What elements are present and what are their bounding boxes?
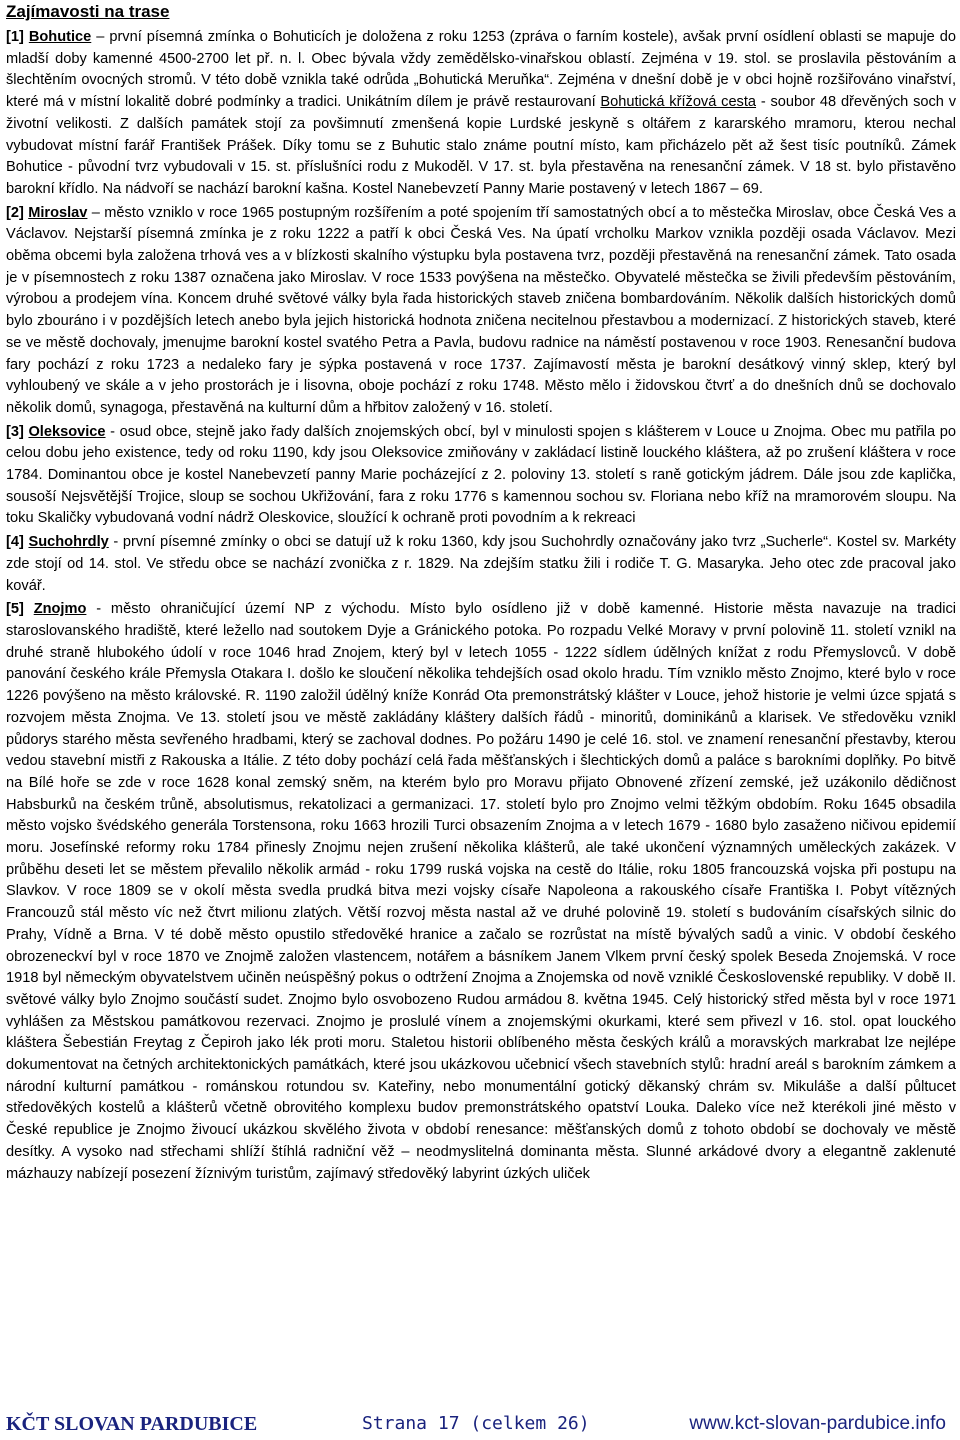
place-name-znojmo: Znojmo [33, 601, 87, 618]
paragraph-text: – první písemná zmínka o Bohuticích je doložena z roku 1253 (zpráva o farním kostele), avšak první osídlení oblasti se mapuje do mladší doby kamenné 4500-2700 let př. n. l. Obec bývala vždy zemědělsko-vinařskou oblastí. Zejména v 19. stol. se proslavila pěstováním a šlechtěním ovocných stromů. V této době vznikla také odrůda „Bohutická Meruňka“. Zejména v dnešní době je v obci hojně rozšiřováno vinařství, které má v místní lokalitě dobré podmínky a tradici. Unikátním dílem je právě restaurovaní [6, 29, 956, 111]
paragraph-znojmo [6, 599, 956, 1185]
paragraph-number: [3] [6, 423, 24, 440]
underlined-term: Bohutická křížová cesta [600, 94, 757, 111]
paragraph-number: [1] [6, 29, 24, 45]
section-title: Zajímavosti na trase [6, 2, 170, 21]
website-link[interactable]: www.kct-slovan-pardubice.info [689, 1413, 946, 1434]
club-name: KČT SLOVAN PARDUBICE [6, 1413, 258, 1435]
paragraph-oleksovice [6, 422, 956, 531]
page-number-info: Strana 17 (celkem 26) [362, 1413, 590, 1434]
paragraph-suchohrdly [6, 532, 956, 597]
place-name-suchohrdly: Suchohrdly [28, 534, 109, 551]
paragraph-text-continued: - soubor 48 dřevěných soch v životní velikosti. Z dalších památek stojí za povšimnutí zmenšená kopie Lurdské jeskyně s oltářem z kararského mramoru, kterou nechal vybudovat místní farář František Prášek. Díky tomu se z Buhutic stalo známe poutní místo, kam přicházelo pět až šest tisíc poutníků. Zámek Bohutice - původní tvrz vybudovali v 15. st. příslušníci rodu z Mukoděl. V 17. st. byla přestavěna na renesanční zámek. V 18 st. bylo přistavěno barokní křídlo. Na nádvoří se nachází barokní kašna. Kostel Nanebevzetí Panny Marie postavený v letech 1867 – 69. [6, 94, 956, 197]
paragraph-miroslav [6, 203, 956, 420]
paragraph-number: [2] [6, 204, 24, 221]
place-name-miroslav: Miroslav [28, 204, 88, 221]
paragraph-text: - město ohraničující území NP z východu. Místo bylo osídleno již v době kamenné. Historie města navazuje na tradici staroslovanského hradiště, které ležello nad soutokem Dyje a Gránického potoka. Po rozpadu Velké Moravy v první polovině 11. století vznikl na druhé straně hlubokého údolí v roce 1046 hrad Znojem, který byl v letech 1055 - 1222 sídlem údělných knížat z rodu Přemyslovců. V době panování českého krále Přemysla Otakara I. došlo ke sloučení několika tehdejších osad okolo hradu. Tím vzniklo město Znojmo, které bylo v roce 1226 povýšeno na město královské. R. 1190 založil údělný kníže Konrád Ota premonstrátský klášter v Louce, jehož historie je velmi úzce spjatá s rozvojem města Znojma. Ve 13. století jsou ve městě zakládány kláštery dalších řádů - minoritů, dominikánů a klarisek. Ve středověku vznikl půdorys starého města sevřeného hradbami, který se zachoval dodnes. Po požáru 1490 je celé 16. stol. ve znamení renesanční přestavby, kterou vedou stavební mistři z Rakouska a Itálie. Z této doby pochází celá řada měšťanských i šlechtických domů a paláce s barokními doplňky. Po bitvě na Bílé hoře se zde v roce 1628 konal zemský sněm, na kterém bylo pro Moravu přijato Obnovené zřízení zemské, jež uzákonilo dědičnost Habsburků na českém trůně, absolutismus, rekatolizaci a germanizaci. 17. století bylo pro Znojmo velmi těžkým obdobím. Roku 1645 obsadila město vojsko švédského generála Torstensona, roku 1663 hrozili Turci obsazením Znojma a v letech 1679 - 1680 bylo zasaženo ničivou epidemií moru. Josefínské reformy roku 1784 přinesly Znojmu nejen zrušení několika klášterů, ale také ukončení významných uměleckých zakázek. V průběhu deseti let se městem převalilo několik armád - roku 1799 ruská vojska na cestě do Itálie, roku 1805 francouzská vojska při postupu na Slavkov. V roce 1809 se v okolí města svedla prudká bitva mezi vojsky císaře Napoleona a rakouského císaře Františka I. Pobyt vítězných Francouzů stál město víc než čtvrt milionu zlatých. Větší rozvoj města nastal až ve druhé polovině 19. století s budováním císařských silnic do Prahy, Vídně a Brna. V té době město opustilo středověké hranice a začalo se rozrůstat na místě bývalých sadů a vinic. V období českého obrozeneckví byl v roce 1870 ve Znojmě založen vlastencem, notářem a básníkem Janem Vlkem první český spolek Beseda Znojemská. V roce 1918 byl německým obyvatelstvem učiněn neúspěšný pokus o odtržení Znojma a Znojemska od nově vzniklé Československé republiky. V době II. světové války bylo Znojmo součástí sudet. Znojmo bylo osvobozeno Rudou armádou 8. května 1945. Celý historický střed města byl v roce 1971 vyhlášen za Městskou památkovou rezervaci. Znojmo je proslulé vínem a znojemskými okurkami, které sem přivezl v 16. stol. opat louckého kláštera Šebestián Freytag z Čepiroh jako lék proti moru. Staletou historii oblíbeného města českých králů a moravských markrabat lze nejlépe dokumentovat na četných architektonických památkách, které jsou ukázkovou učebnicí všech stavebních stylů: hradní areál s barokním zámkem a národní kulturní památkou - románskou rotundou sv. Kateřiny, nebo monumentální gotický děkanský chrám sv. Mikuláše a další půltucet středověkých kostelů a klášterů včetně obrovitého komplexu budov premonstrátského opatství Louka. Daleko více než kterékoli jiné město v České republice je Znojmo živoucí ukázkou skvělého života v období renesance: měšťanských domů z tohoto období se dochovaly ve městě desítky. A vysoko nad střechami shlíží štíhlá radniční věž – neodmyslitelná dominanta města. Slunné arkádové dvory a elegantně zaklenuté mázhauzy nabízejí posezení žíznivým turistům, zajímavý středověký labyrint úzkých uliček [6, 601, 956, 1182]
paragraph-text: - první písemné zmínky o obci se datují už k roku 1360, kdy jsou Suchohrdly označovány jako tvrz „Sucherle“. Kostel sv. Markéty zde stojí od 14. stol. Ve středu obce se nachází zvonička z r. 1829. Na zdejším statku žili i rodiče T. G. Masaryka. Jeho otec zde pracoval jako kovář. [6, 534, 956, 594]
paragraph-bohutice [6, 27, 956, 201]
paragraph-number: [5] [6, 601, 24, 618]
place-name-oleksovice: Oleksovice [28, 423, 106, 440]
paragraph-number: [4] [6, 534, 24, 551]
document-page [6, 0, 956, 1400]
paragraph-text: - osud obce, stejně jako řady dalších znojemských obcí, byl v minulosti spojen s klášterem v Louce u Znojma. Obec mu patřila po celou dobu jeho existence, tedy od roku 1190, kdy jsou Oleksovice zmiňovány v zakládací listině louckého kláštera, až po zrušení kláštera v roce 1784. Dominantou obce je kostel Nanebevzetí panny Marie pocházející z 2. poloviny 13. století s raně gotickým jádrem. Dále jsou zde kaplička, sousoší Nejsvětější Trojice, sloup se sochou Ukřižování, fara z roku 1776 s kamennou sochou sv. Floriana nebo kříž na mramorovém sloupu. Na toku Skaličky vybudovaná vodní nádrž Oleskovice, sloužící k ochraně proti povodním a k rekreaci [6, 423, 956, 527]
page-footer [0, 1408, 960, 1440]
paragraph-text: – město vzniklo v roce 1965 postupným rozšířením a poté spojením tří samostatných obcí a to městečka Miroslav, obce Česká Ves a Václavov. Nejstarší písemná zmínka je z roku 1222 a patří k obci Česká Ves. Na úpatí vrcholku Markov vznikla později osada Václavov. Mezi oběma obcemi byla založena trhová ves a v blízkosti skalního výstupku byla postavena tvrz, později přestavěná na renesanční zámek. Tato osada je v písemnostech z roku 1387 označena jako Miroslav. V roce 1533 povýšena na městečko. Obyvatelé městečka se živili především pěstováním, výrobou a prodejem vína. Koncem druhé světové války byla řada historických staveb zničena bombardováním. Několik dalších historických domů bylo zbouráno i v pozdějších letech anebo byla jejich historická hodnota zničena necitelnou přestavbou a modernizací. Z historických staveb, které se ve městě dochovaly, jmenujme barokní kostel svatého Petra a Pavla, budovu radnice na náměstí postavenou v roce 1903. Renesanční budova fary pochází z roku 1723 a nedaleko fary je sýpka postavená v roce 1737. Zajímavostí města je barokní desátkový vinný sklep, který byl vyhloubený ve skále a v jeho prostorách je i lisovna, oboje pochází z roku 1748. Město mělo i židovskou čtvrť a do dnešních dnů se dochovalo několik domů, synagoga, přestavěná na kulturní dům a hřbitov založený v 16. století. [6, 204, 956, 416]
place-name-bohutice: Bohutice [28, 29, 92, 45]
